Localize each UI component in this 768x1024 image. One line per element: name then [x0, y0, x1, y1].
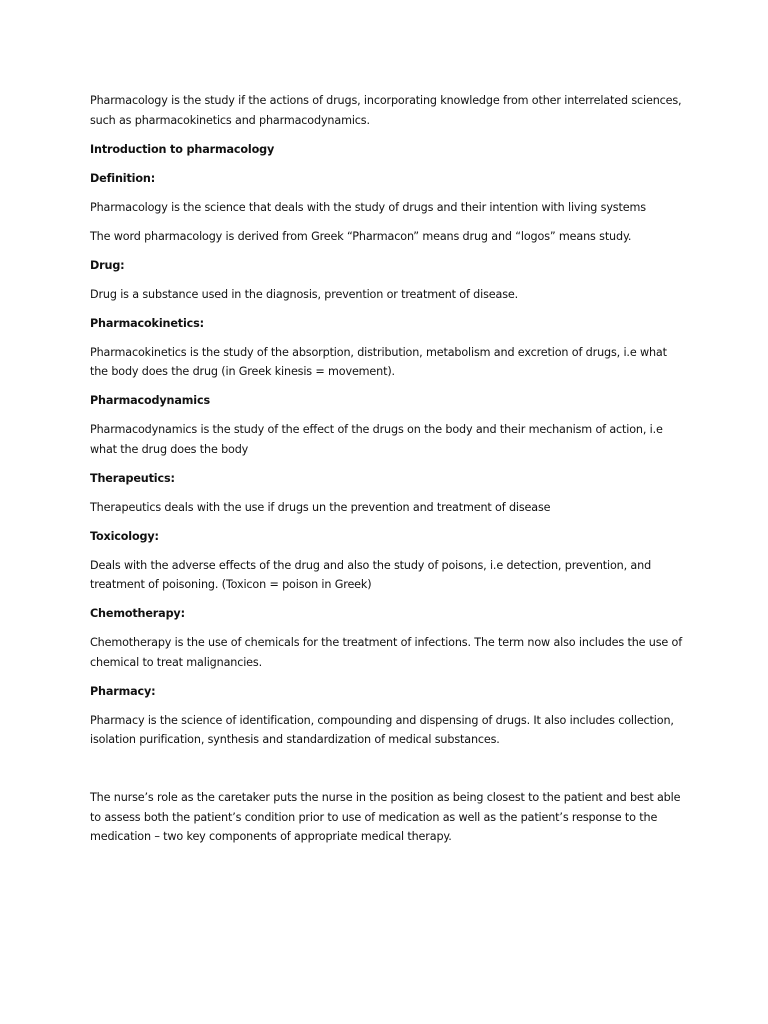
heading-definition: Definition:	[90, 171, 156, 185]
heading-chemotherapy: Chemotherapy:	[90, 607, 185, 620]
heading-toxicology: Toxicology:	[90, 529, 159, 543]
paragraph-pharmacy: Pharmacy is the science of identification, compounding and dispensing of drugs. It also includes collection, isolation purification, synthesis and standardization of medical substances.	[90, 713, 674, 746]
document-title: Introduction to pharmacology	[90, 142, 275, 156]
heading-therapeutics: Therapeutics:	[90, 471, 175, 485]
heading-pharmacodynamics: Pharmacodynamics	[90, 394, 210, 407]
paragraph-toxicology: Deals with the adverse effects of the drug and also the study of poisons, i.e detection, prevention, and treatment of poisoning. (Toxicon = poison in Greek)	[90, 558, 652, 591]
closing-paragraph: The nurse’s role as the caretaker puts the nurse in the position as being closest to the patient and best able to assess both the patient’s condition prior to use of medication as well as the patient’s response to the medication – two key components of appropriate medical therapy.	[90, 791, 681, 843]
heading-pharmacokinetics: Pharmacokinetics:	[90, 316, 204, 330]
heading-pharmacy: Pharmacy:	[90, 684, 156, 698]
document-page	[90, 91, 686, 856]
paragraph-definition: Pharmacology is the science that deals with the study of drugs and their intention with living systems	[90, 200, 646, 214]
heading-drug: Drug:	[90, 258, 125, 272]
paragraph-chemotherapy: Chemotherapy is the use of chemicals for the treatment of infections. The term now also includes the use of chemical to treat malignancies.	[90, 636, 683, 669]
paragraph-therapeutics: Therapeutics deals with the use if drugs un the prevention and treatment of disease	[90, 500, 551, 514]
paragraph-pharmacodynamics: Pharmacodynamics is the study of the effect of the drugs on the body and their mechanism of action, i.e what the drug does the body	[90, 423, 663, 456]
paragraph-etymology: The word pharmacology is derived from Greek “Pharmacon” means drug and “logos” means study.	[90, 229, 632, 243]
blank-line	[90, 759, 686, 788]
intro-paragraph: Pharmacology is the study if the actions of drugs, incorporating knowledge from other interrelated sciences, such as pharmacokinetics and pharmacodynamics.	[90, 94, 682, 127]
paragraph-pharmacokinetics: Pharmacokinetics is the study of the absorption, distribution, metabolism and excretion of drugs, i.e what the body does the drug (in Greek kinesis = movement).	[90, 345, 667, 378]
paragraph-drug: Drug is a substance used in the diagnosis, prevention or treatment of disease.	[90, 287, 519, 301]
